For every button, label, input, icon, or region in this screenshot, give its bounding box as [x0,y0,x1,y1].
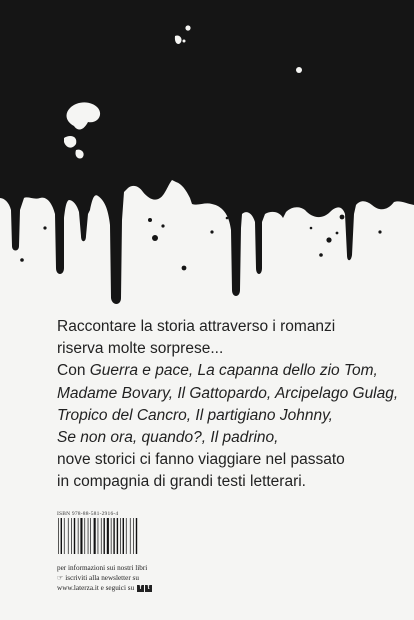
blurb-line [57,427,397,449]
blurb-line [57,405,397,427]
blurb-line: in compagnia di grandi testi letterari. [57,473,306,491]
pointing-hand-icon: ☞ [57,574,64,582]
info-line [57,573,152,583]
book-titles: Se non ora, quando?, Il padrino, [57,429,279,447]
blurb-line [57,360,397,382]
book-titles: Tropico del Cancro, Il partigiano Johnny, [57,406,333,424]
book-titles: Madame Bovary, Il Gattopardo, Arcipelago Gulag, [57,384,399,402]
twitter-icon: t [145,585,152,592]
blurb-line: nove storici ci fanno viaggiare nel passato [57,451,345,469]
blurb-line: Raccontare la storia attraverso i romanzi [57,318,336,335]
blurb-line: riserva molte sorprese... [57,340,224,358]
newsletter-text: iscriviti alla newsletter su [65,574,139,582]
isbn-number: ISBN 978-88-581-2916-4 [57,511,119,517]
book-titles: Guerra e pace, La capanna dello zio Tom, [89,362,378,380]
publisher-info [57,563,152,593]
blurb-line [57,383,397,405]
info-line: per informazioni sui nostri libri [57,564,148,572]
blurb-text [57,316,397,494]
info-line [57,583,152,593]
website-text: www.laterza.it e seguici su [57,584,135,592]
facebook-icon: f [137,585,144,592]
blurb-line-prefix: Con [57,362,90,380]
barcode [57,518,139,554]
